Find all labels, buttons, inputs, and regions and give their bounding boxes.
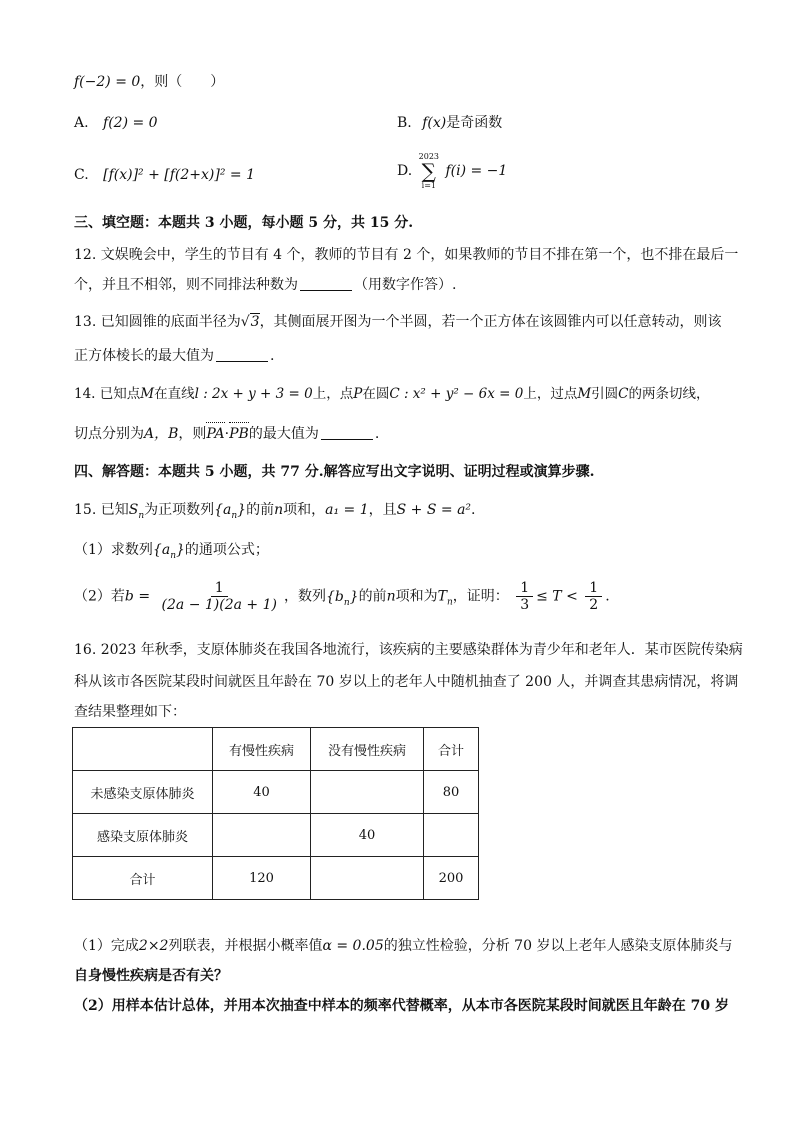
- q15-frac-num: 1: [211, 580, 228, 597]
- q14-vector-pa: PA: [206, 426, 225, 442]
- q14-text-5: 上，过点: [523, 386, 578, 402]
- q15-text-1: 15. 已知: [74, 502, 129, 518]
- q14-text-10: 的最大值为: [248, 426, 319, 442]
- q16-line3: 查结果整理如下：: [74, 704, 186, 720]
- q15-part2-text-f: .: [605, 588, 610, 605]
- q15-part1-text-b: 的通项公式；: [184, 542, 269, 558]
- table-cell: [311, 771, 424, 814]
- q14-point-m: M: [140, 386, 155, 402]
- q15-relation: S + S = a²: [396, 502, 472, 518]
- table-header-cell: [73, 728, 213, 771]
- sum-upper-limit: 2023: [418, 152, 439, 161]
- option-a: [74, 112, 158, 134]
- q13-text-d: .: [270, 348, 275, 364]
- q16-part1-line1: [74, 936, 732, 956]
- q15-part1: （1）求数列$\{a_n\}$的通项公式；: [74, 542, 269, 561]
- q15-text-6: .: [471, 502, 476, 518]
- q15-text-5: ，且: [368, 502, 397, 518]
- q16-part1-line2: 自身慢性疾病是否有关？: [74, 968, 228, 984]
- q13-line1: [74, 312, 722, 332]
- q14-point-m2: M: [577, 386, 592, 402]
- q16-line2: 科从该市各医院某段时间就医且年龄在 70 岁以上的老年人中随机抽查了 200 人，并调查其患病情况，将调: [74, 674, 739, 690]
- table-row: [73, 857, 479, 900]
- q15-ineq-left-num: 1: [516, 580, 533, 597]
- q15-tn: T: [437, 588, 447, 605]
- table-cell: 感染支原体肺炎: [73, 814, 213, 857]
- q15-n: n: [274, 502, 284, 518]
- q14-point-p: P: [353, 386, 363, 402]
- q14-text-11: .: [374, 426, 380, 442]
- table-cell: 200: [424, 857, 479, 900]
- q14-text-2: 在直线: [154, 386, 195, 402]
- option-d-label: D.: [397, 163, 413, 179]
- table-row: [73, 814, 479, 857]
- option-c-label: C.: [74, 167, 89, 183]
- q13-radius-root: 3: [250, 314, 260, 330]
- q15-ineq-right-num: 1: [585, 580, 602, 597]
- table-cell: [213, 814, 311, 857]
- table-cell: 120: [213, 857, 311, 900]
- q15-part2-text-e: ，证明：: [452, 588, 509, 605]
- q12-text-b: （用数字作答）.: [354, 277, 457, 293]
- option-b-math: f(x): [422, 115, 447, 131]
- q16-part1-text-a: （1）完成: [74, 938, 139, 954]
- table-row: [73, 771, 479, 814]
- table-cell: 40: [213, 771, 311, 814]
- sqrt-icon: √: [240, 314, 250, 330]
- q13-text-b: ，其侧面展开图为一个半圆，若一个正方体在该圆锥内可以任意转动，则该: [259, 314, 722, 330]
- option-b-label: B.: [397, 115, 412, 131]
- option-a-label: A.: [74, 115, 89, 131]
- table-cell: [424, 814, 479, 857]
- q15-part2-text-c: 的前: [358, 588, 387, 605]
- q12-text-a: 个，并且不相邻，则不同排法种数为: [74, 277, 298, 293]
- table-cell: [311, 857, 424, 900]
- sum-lower-limit: i=1: [421, 181, 436, 190]
- q15-part2-text-a: （2）若: [74, 588, 125, 605]
- intro-math: f(−2) = 0: [74, 74, 141, 90]
- q15-ineq-left-den: 3: [520, 597, 530, 613]
- q15-n2: n: [386, 588, 396, 605]
- q14-text-4: 在圆: [362, 386, 390, 402]
- summation-symbol: [419, 152, 439, 190]
- q14-line1: [74, 384, 710, 404]
- q14-text-7: 的两条切线，: [628, 386, 710, 402]
- q15-part2-text-b: ，数列: [283, 588, 326, 605]
- section4-heading: 四、解答题：本题共 5 小题，共 77 分.解答应写出文字说明、证明过程或演算步骤.: [74, 464, 595, 480]
- q15-text-4: 项和，: [283, 502, 326, 518]
- sigma-icon: ∑: [421, 159, 436, 183]
- table-cell: 40: [311, 814, 424, 857]
- contingency-table: [72, 727, 479, 900]
- q14-text-9: ，则: [178, 426, 207, 442]
- q15-bn-fraction: [158, 580, 281, 613]
- q16-part1-math1: 2×2: [138, 938, 169, 954]
- option-c: [74, 164, 255, 186]
- option-d-math: f(i) = −1: [445, 163, 508, 179]
- q15-line1: 15. 已知$S_n$为正项数列$\{a_n\}$的前n项和，a₁ = 1，且S + S = a².: [74, 502, 476, 521]
- table-header-cell: 没有慢性疾病: [311, 728, 424, 771]
- q15-ineq-right: [585, 580, 602, 613]
- table-header-row: [73, 728, 479, 771]
- q13-text-c: 正方体棱长的最大值为: [74, 348, 214, 364]
- q16-part1-text-b: 列联表，并根据小概率值: [168, 938, 323, 954]
- q15-an-set: {a: [214, 502, 232, 518]
- q14-text-8: 切点分别为: [74, 426, 144, 442]
- q14-points-ab: A，B: [144, 426, 179, 442]
- q15-sn: S: [128, 502, 139, 518]
- q13-answer-blank: [216, 347, 268, 362]
- q15-part1-text: （1）求数列: [74, 542, 153, 558]
- option-b: [397, 112, 502, 134]
- intro-suffix: ，则（ ）: [140, 74, 225, 90]
- intro-line: [74, 72, 224, 92]
- q15-bn: b =: [124, 588, 151, 605]
- q14-answer-blank: [321, 425, 373, 440]
- option-c-math: [f(x)]² + [f(2+x)]² = 1: [103, 167, 256, 183]
- option-b-text: 是奇函数: [446, 115, 503, 131]
- q15-frac-den: (2a − 1)(2a + 1): [161, 597, 277, 613]
- option-a-math: f(2) = 0: [103, 115, 158, 131]
- q15-a1: a₁ = 1: [325, 502, 369, 518]
- table-cell: 合计: [73, 857, 213, 900]
- table-cell: 80: [424, 771, 479, 814]
- q16-line1: 16. 2023 年秋季，支原体肺炎在我国各地流行，该疾病的主要感染群体为青少年和老年人．某市医院传染病: [74, 642, 743, 658]
- q15-part2: （2）若b = $\frac{1}{(2a - 1)(2a + 1)}$ ，数列$\{b_n\}$的前n项和为$T_n$，证明： $\frac{1}{3}$ ≤ T < $\frac{1}{2}$ .: [74, 580, 610, 613]
- q15-part2-text-d: 项和为: [395, 588, 438, 605]
- q13-line2: [74, 346, 274, 366]
- option-d: [397, 152, 507, 190]
- q15-text-2: 为正项数列: [144, 502, 215, 518]
- q13-text-a: 13. 已知圆锥的底面半径为: [74, 314, 241, 330]
- q14-dot: ·: [224, 426, 230, 442]
- q12-line2: [74, 275, 456, 295]
- q15-ineq-mid: ≤ T <: [536, 588, 578, 605]
- q16-part1-text-c: 的独立性检验，分析 70 岁以上老年人感染支原体肺炎与: [383, 938, 733, 954]
- q14-text-3: 上，点: [312, 386, 354, 402]
- q14-line2: [74, 424, 379, 444]
- table-header-cell: 合计: [424, 728, 479, 771]
- q16-part2-line1: （2）用样本估计总体，并用本次抽查中样本的频率代替概率，从本市各医院某段时间就医且年龄在 70 岁: [74, 998, 729, 1014]
- table-cell: 未感染支原体肺炎: [73, 771, 213, 814]
- q14-line-eq: l : 2x + y + 3 = 0: [194, 386, 313, 402]
- q14-circle-c: C: [618, 386, 629, 402]
- table-header-cell: 有慢性疾病: [213, 728, 311, 771]
- q14-text-6: 引圆: [591, 386, 619, 402]
- q14-circle-eq: C : x² + y² − 6x = 0: [389, 386, 524, 402]
- q15-ineq-left: [516, 580, 533, 613]
- q12-line1: 12. 文娱晚会中，学生的节目有 4 个，教师的节目有 2 个，如果教师的节目不排在第一个，也不排在最后一: [74, 247, 739, 263]
- q12-answer-blank: [300, 276, 352, 291]
- q14-text-1: 14. 已知点: [74, 386, 141, 402]
- q16-part1-math2: α = 0.05: [322, 938, 384, 954]
- q15-ineq-right-den: 2: [589, 597, 599, 613]
- section3-heading: 三、填空题：本题共 3 小题，每小题 5 分，共 15 分.: [74, 215, 414, 231]
- q14-vector-pb: PB: [229, 426, 249, 442]
- q15-text-3: 的前: [246, 502, 275, 518]
